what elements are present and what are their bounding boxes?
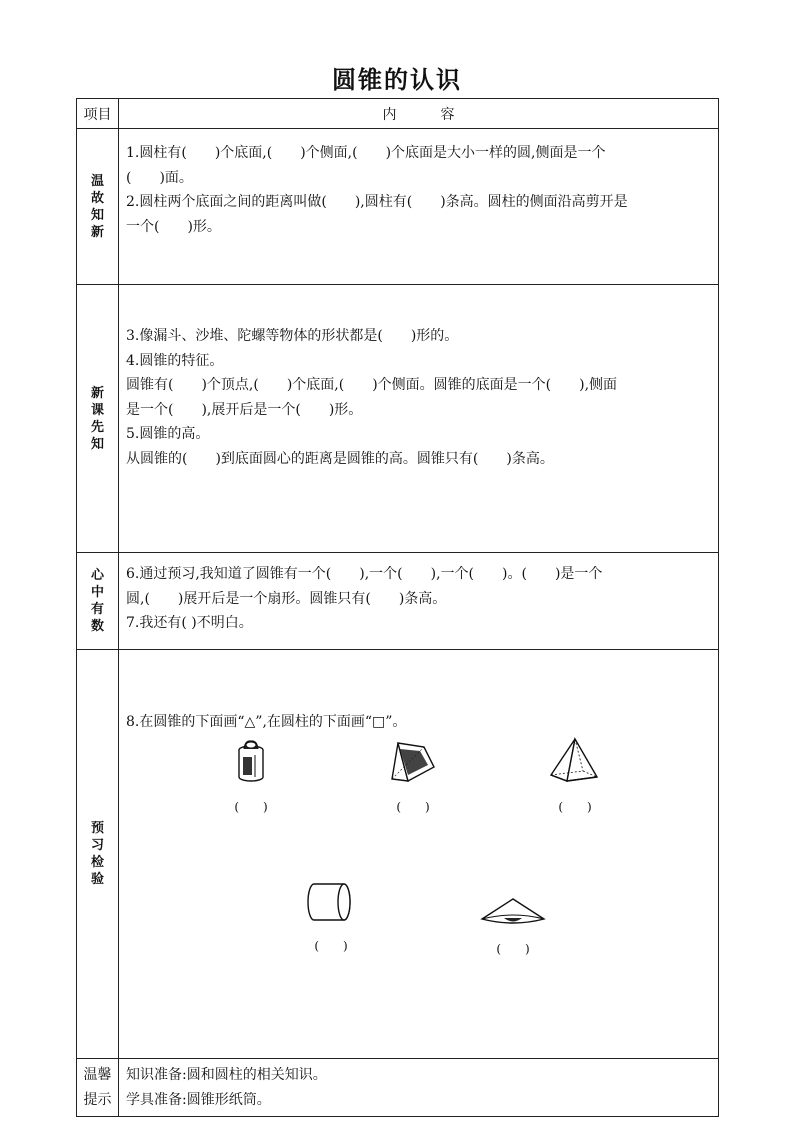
label-char: 预 (90, 821, 104, 836)
label-char: 先 (90, 419, 104, 435)
section-label-preview (77, 285, 119, 553)
header-item-cell: 项目 (77, 99, 119, 129)
question-line: 3.像漏斗、沙堆、陀螺等物体的形状都是( )形的。 (126, 328, 459, 344)
section-preview-content (119, 285, 719, 553)
question-line: 从圆锥的( )到底面圆心的距离是圆锥的高。圆锥只有( )条高。 (126, 450, 554, 467)
label-char: 习 (90, 838, 104, 853)
question-line: 一个( )形。 (126, 218, 221, 235)
prism-icon (388, 737, 438, 785)
question-line: 5.圆锥的高。 (126, 426, 210, 442)
answer-blank[interactable]: ( ) (496, 942, 530, 956)
cylinder-container-icon (231, 737, 271, 785)
section-summary-row (77, 553, 719, 650)
section-review-content (119, 129, 719, 285)
section-check-row (77, 650, 719, 1059)
section-label-check (77, 650, 119, 1059)
answer-blank[interactable]: ( ) (396, 800, 430, 814)
question-line: 7.我还有( )不明白。 (126, 615, 253, 631)
section-label-review (77, 129, 119, 285)
figure-2 (388, 737, 438, 820)
label-char: 检 (90, 855, 104, 870)
header-content-cell (119, 99, 719, 129)
tips-label-line: 提示 (83, 1091, 112, 1108)
question-line: 1.圆柱有( )个底面,( )个侧面,( )个底面是大小一样的圆,侧面是一个 (126, 145, 606, 161)
section-summary-content (119, 553, 719, 650)
label-char: 心 (90, 568, 104, 583)
label-char: 新 (90, 385, 104, 401)
page-title: 圆锥的认识 (332, 65, 462, 94)
cone-icon (478, 897, 548, 927)
label-char: 课 (90, 402, 104, 418)
figure-4 (306, 880, 356, 959)
question-line: 8.在圆锥的下面画“△”,在圆柱的下面画“□”。 (126, 714, 407, 730)
answer-blank[interactable]: ( ) (314, 939, 348, 953)
section-preview-row (77, 285, 719, 553)
label-char: 有 (90, 602, 104, 617)
label-char: 温 (90, 173, 104, 189)
label-char: 知 (90, 207, 104, 223)
tip-line: 知识准备:圆和圆柱的相关知识。 (126, 1066, 327, 1083)
question-line: 圆,( )展开后是一个扇形。圆锥只有( )条高。 (126, 590, 447, 607)
label-char: 中 (90, 585, 104, 600)
header-content-char-1: 内 (382, 106, 397, 123)
label-char: 故 (90, 190, 104, 206)
cylinder-icon (306, 880, 356, 924)
label-char: 知 (90, 436, 104, 452)
section-review-row (77, 129, 719, 285)
question-line: 圆锥有( )个顶点,( )个底面,( )个侧面。圆锥的底面是一个( ),侧面 (126, 377, 618, 393)
figure-3 (549, 737, 601, 820)
section-label-summary (77, 553, 119, 650)
label-char: 数 (90, 619, 104, 634)
table-header-row (77, 99, 719, 129)
shape-figures (126, 735, 726, 985)
header-content-char-2: 容 (440, 106, 455, 123)
question-line: 2.圆柱两个底面之间的距离叫做( ),圆柱有( )条高。圆柱的侧面沿高剪开是 (126, 194, 628, 210)
answer-blank[interactable]: ( ) (558, 800, 592, 814)
tips-label (77, 1059, 119, 1117)
pyramid-icon (549, 737, 601, 785)
tip-line: 学具准备:圆锥形纸筒。 (126, 1091, 271, 1108)
question-line: 是一个( ),展开后是一个( )形。 (126, 401, 363, 418)
question-line: 6.通过预习,我知道了圆锥有一个( ),一个( ),一个( )。( )是一个 (126, 566, 603, 582)
question-line: 4.圆锥的特征。 (126, 352, 224, 369)
tips-row (77, 1059, 719, 1117)
figure-1 (231, 737, 271, 820)
label-char: 新 (90, 224, 104, 240)
section-check-content (119, 650, 719, 1059)
answer-blank[interactable]: ( ) (234, 800, 268, 814)
label-char: 验 (90, 872, 104, 887)
worksheet-table (76, 98, 719, 1117)
tips-label-line: 温馨 (83, 1066, 112, 1083)
tips-content (119, 1059, 719, 1117)
question-line: ( )面。 (126, 169, 193, 186)
figure-5 (478, 897, 548, 962)
